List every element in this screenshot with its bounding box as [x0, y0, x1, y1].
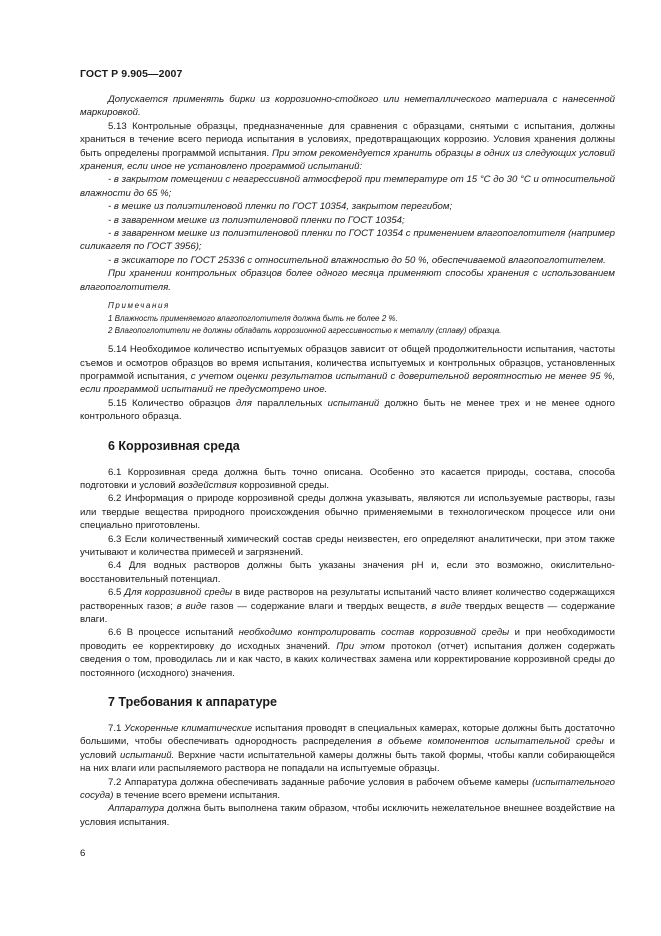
- paragraph-6-4: 6.4 Для водных растворов должны быть указаны значения рН и, если это возможно, окислительно-восстановительный потенциал.: [80, 560, 615, 585]
- text-7-1-c: испытания проводят в специальных камерах, которые должны быть достаточно большими, чтобы обеспечивать однородность распределения: [80, 723, 615, 748]
- text-6-5-c: в виде растворов на результаты испытаний часто влияет количество содержащихся растворенных газов;: [80, 587, 616, 612]
- document-header: ГОСТ Р 9.905—2007: [80, 68, 183, 80]
- text-6-5-e: газов — содержание влаги и твердых веществ,: [210, 600, 428, 612]
- list-item-storage-room: - в закрытом помещении с неагрессивной атмосферой при температуре от 15 °С до 30 °С и относительной влажности до 65 %;: [80, 174, 615, 199]
- text-apparatus-b: должна быть выполнена таким образом, чтобы исключить нежелательное внешнее воздействие на условия испытания.: [80, 803, 616, 828]
- section-7-heading: 7 Требования к аппаратуре: [108, 695, 277, 710]
- section-6-heading: 6 Коррозивная среда: [108, 438, 240, 453]
- paragraph-6-6: [80, 626, 615, 680]
- page-number: 6: [80, 848, 86, 859]
- paragraph-6-5: [80, 586, 615, 626]
- paragraph-6-2: 6.2 Информация о природе коррозивной среды должна указывать, являются ли используемые растворы, газы или твердые вещества природного происхождения обычно применяемыми в технологическом процессе или они специально приготовлены.: [80, 493, 615, 532]
- list-item-bag-desiccant: - в заваренном мешке из полиэтиленовой пленки по ГОСТ 10354 с применением влагопоглотителя (например силикагеля по ГОСТ 3956);: [80, 228, 615, 253]
- paragraph-6-1: [80, 466, 615, 493]
- text-6-6-d: При этом: [336, 640, 385, 652]
- paragraph-7-2: [80, 776, 615, 803]
- text-6-1: 6.1 Коррозивная среда должна быть точно описана. Особенно это касается природы, состава, способа подготовки и условий: [80, 466, 615, 491]
- text-7-1-d: в объеме компонентов испытательной среды: [377, 736, 604, 748]
- paragraph-7-1: [80, 722, 615, 776]
- text-5-15-b: для: [235, 397, 252, 409]
- text-6-1-end: коррозивной среды.: [239, 479, 330, 491]
- text-6-5-a: 6.5: [108, 587, 122, 599]
- paragraph-5-14: [80, 343, 615, 397]
- list-item-bag-folded: - в мешке из полиэтиленовой пленки по ГОСТ 10354, закрытом перегибом;: [108, 201, 453, 213]
- paragraph-5-15: [80, 397, 615, 424]
- text-5-13: 5.13 Контрольные образцы, предназначенные для сравнения с образцами, снятыми с испытания, должны храниться в течение всего периода испытания в условиях, предотвращающих коррозию. Условия хранения должны быть определены программой испытания.: [80, 120, 615, 159]
- paragraph-5-13: [80, 120, 615, 174]
- text-7-1-e: и условий: [80, 736, 615, 761]
- text-7-1-a: 7.1: [108, 723, 122, 735]
- text-5-13-italic: При этом рекомендуется хранить образцы в одних из следующих условий хранения, если иное не установлено программой испытаний:: [80, 147, 615, 173]
- page-body: [80, 93, 615, 829]
- note-2: 2 Влагопоглотители не должны обладать коррозионной агрессивностью к металлу (сплаву) образца.: [108, 325, 502, 335]
- text-7-2-c: в течение всего времени испытания.: [116, 790, 281, 802]
- text-6-6-b: необходимо контролировать состав коррозивной среды: [238, 627, 510, 639]
- text-5-15-e: должно быть не менее трех и не менее одного контрольного образца.: [80, 397, 615, 423]
- paragraph-apparatus: [80, 802, 615, 829]
- text-6-5-d: в виде: [176, 600, 207, 612]
- text-6-6-e: протокол (отчет) испытания должен содержать сведения о том, проводилась ли и как часто, в каких количествах замена или корректирование коррозивной среды до постоянного (исходного) значения.: [80, 640, 615, 679]
- text-6-1-italic: воздействия: [178, 479, 237, 491]
- notes-heading: Примечания: [108, 301, 170, 311]
- text-7-1-g: Верхние части испытательной камеры должны быть такой формы, чтобы капли собирающейся на них влаги или распыляемого раствора не попадали на испытуемые образцы.: [80, 749, 615, 775]
- list-item-bag-sealed: - в заваренном мешке из полиэтиленовой пленки по ГОСТ 10354;: [108, 214, 405, 226]
- text-6-5-b: Для коррозивной среды: [124, 587, 233, 599]
- paragraph-tags: Допускается применять бирки из коррозионно-стойкого или неметаллического материала с нанесенной маркировкой.: [80, 94, 615, 119]
- text-5-15-d: испытаний: [327, 397, 380, 409]
- list-item-desiccator: - в эксикаторе по ГОСТ 25336 с относительной влажностью до 50 %, обеспечиваемой влагопоглотителем.: [108, 254, 606, 266]
- text-5-15-c: параллельных: [257, 397, 323, 409]
- text-5-15-a: 5.15 Количество образцов: [108, 397, 231, 409]
- paragraph-storage-month: При хранении контрольных образцов более одного месяца применяют способы хранения с использованием влагопоглотителя.: [80, 268, 615, 293]
- text-5-14: 5.14 Необходимое количество испытуемых образцов зависит от общей продолжительности испытания, частоты съемов и осмотров образцов во время испытания, количества испытуемых и контрольных образцов, установленных программой испытания,: [80, 344, 615, 382]
- text-7-1-f: испытаний.: [120, 749, 175, 761]
- text-7-1-b: Ускоренные климатические: [124, 723, 253, 735]
- text-6-5-g: твердых веществ — содержание влаги.: [80, 600, 616, 625]
- text-5-14-italic: с учетом оценки результатов испытаний с доверительной вероятностью не менее 95 %, если программой испытаний не предусмотрено иное.: [80, 370, 615, 396]
- note-1: 1 Влажность применяемого влагопоглотителя должна быть не более 2 %.: [108, 314, 398, 324]
- text-apparatus-a: Аппаратура: [108, 803, 165, 815]
- text-6-6-c: и при необходимости проводить ее корректировку до исходных значений.: [80, 627, 615, 652]
- text-6-6-a: 6.6 В процессе испытаний: [108, 627, 234, 639]
- text-6-5-f: в виде: [431, 600, 462, 612]
- text-7-2-b: (испытательного сосуда): [80, 776, 615, 802]
- paragraph-6-3: 6.3 Если количественный химический состав среды неизвестен, его определяют аналитически, при этом также учитывают и количества примесей и загрязнений.: [80, 533, 615, 558]
- text-7-2-a: 7.2 Аппаратура должна обеспечивать заданные рабочие условия в рабочем объеме камеры: [108, 776, 529, 788]
